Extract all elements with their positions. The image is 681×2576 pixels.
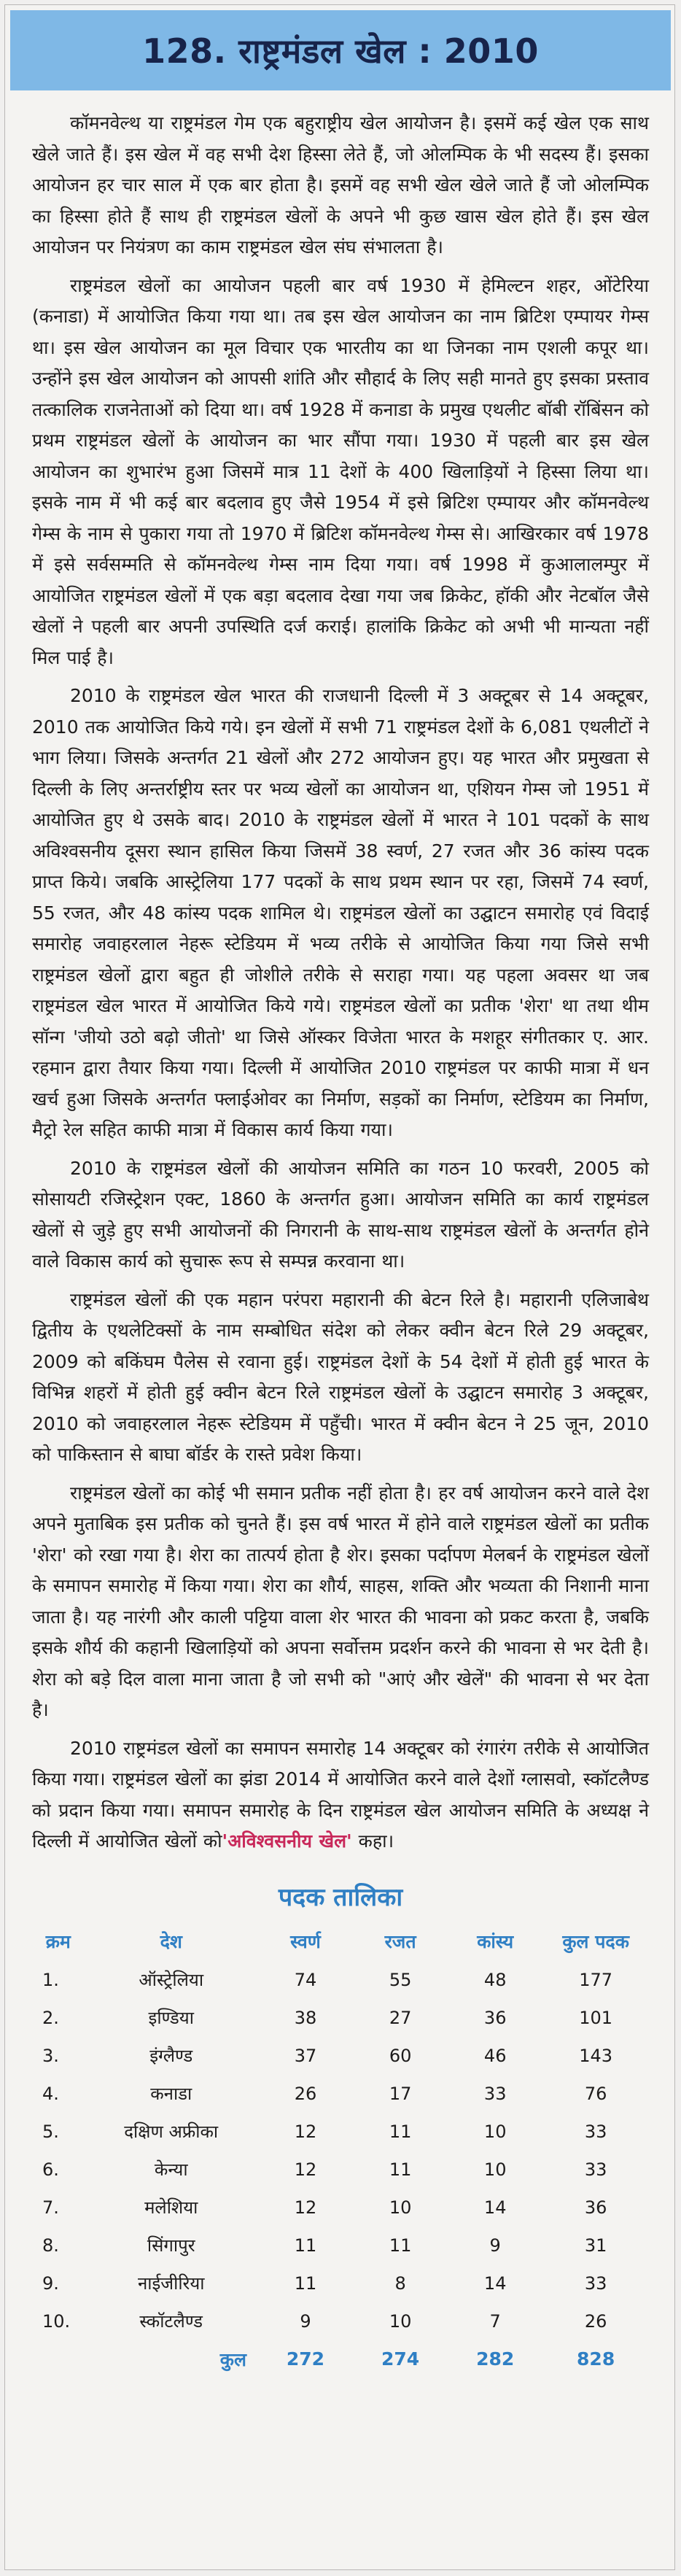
header-bronze: कांस्य (477, 1930, 514, 1952)
table-row (32, 2189, 649, 2227)
cell-rank: 7. (42, 2197, 59, 2218)
cell-silver: 8 (394, 2273, 406, 2294)
cell-bronze: 33 (483, 2083, 507, 2104)
table-row (32, 1961, 649, 1999)
cell-gold: 12 (294, 2197, 317, 2218)
cell-country: सिंगापुर (147, 2235, 195, 2256)
cell-total: 143 (579, 2045, 613, 2066)
cell-bronze: 7 (489, 2310, 501, 2332)
paragraph-organizing-committee: 2010 के राष्ट्रमंडल खेलों की आयोजन समिति का गठन 10 फरवरी, 2005 को सोसायटी रजिस्ट्रेशन एक्ट, 1860 के अन्तर्गत हुआ। आयोजन समिति का कार्य राष्ट्रमंडल खेलों से जुड़े हुए सभी आयोजनों की निगरानी के साथ-साथ राष्ट्रमंडल खेलों के अन्तर्गत होने वाले विकास कार्य को सुचारू रूप से सम्पन्न करवाना था। (32, 1157, 649, 1272)
cell-gold: 9 (300, 2310, 311, 2332)
cell-rank: 1. (42, 1969, 59, 1990)
table-row (32, 2227, 649, 2264)
cell-gold: 26 (294, 2083, 317, 2104)
total-label: कुल (219, 2348, 246, 2370)
cell-gold: 12 (294, 2159, 317, 2180)
cell-rank: 9. (42, 2273, 59, 2294)
paragraph-2010-games: 2010 के राष्ट्रमंडल खेल भारत की राजधानी दिल्ली में 3 अक्टूबर से 14 अक्टूबर, 2010 तक आयोजित किये गये। इन खेलों में सभी 71 राष्ट्रमंडल देशों के 6,081 एथलीटों ने भाग लिया। जिसके अन्तर्गत 21 खेलों और 272 आयोजन हुए। यह भारत और प्रमुखता से दिल्ली के लिए अन्तर्राष्ट्रीय स्तर पर भव्य खेलों का आयोजन था, एशियन गेम्स जो 1951 में आयोजित हुए थे उसके बाद। 2010 के राष्ट्रमंडल खेलों में भारत ने 101 पदकों के साथ अविश्वसनीय दूसरा स्थान हासिल किया जिसमें 38 स्वर्ण, 27 रजत और 36 कांस्य पदक प्राप्त किये। जबकि आस्ट्रेलिया 177 पदकों के साथ प्रथम स्थान पर रहा, जिसमें 74 स्वर्ण, 55 रजत, और 48 कांस्य पदक शामिल थे। राष्ट्रमंडल खेलों का उद्घाटन समारोह एवं विदाई समारोह जवाहरलाल नेहरू स्टेडियम में भव्य तरीके से आयोजित किया गया जिसे सभी राष्ट्रमंडल खेलों द्वारा बहुत ही जोशीले तरीके से सराहा गया। यह पहला अवसर था जब राष्ट्रमंडल खेल भारत में आयोजित किये गये। राष्ट्रमंडल खेलों का प्रतीक 'शेरा' था तथा थीम सॉन्ग 'जीयो उठो बढ़ो जीतो' था जिसे ऑस्कर विजेता भारत के मशहूर संगीतकार ए. आर. रहमान द्वारा तैयार किया गया। दिल्ली में आयोजित 2010 राष्ट्रमंडल पर काफी मात्रा में धन खर्च हुआ जिसके अन्तर्गत फ्लाईओवर का निर्माण, सड़कों का निर्माण, स्टेडियम का निर्माण, मैट्रो रेल सहित काफी मात्रा में विकास कार्य किया गया। (32, 685, 649, 1140)
cell-country: कनाडा (150, 2084, 192, 2104)
medal-table-title: पदक तालिका (278, 1882, 403, 1912)
article-content (32, 108, 649, 2378)
table-row (32, 2037, 649, 2075)
cell-bronze: 46 (483, 2045, 507, 2066)
cell-total: 76 (584, 2083, 607, 2104)
cell-total: 36 (584, 2197, 607, 2218)
closing-end: कहा। (358, 1830, 394, 1852)
paragraph-history: राष्ट्रमंडल खेलों का आयोजन पहली बार वर्ष 1930 में हेमिल्टन शहर, ओंटेरिया (कनाडा) में आयोजित किया गया था। तब इस खेल आयोजन का नाम ब्रिटिश एम्पायर गेम्स था। इस खेल आयोजन का मूल विचार एक भारतीय का था जिनका नाम एशली कपूर था। उन्होंने इस खेल आयोजन को आपसी शांति और सौहार्द के लिए सही मानते हुए इसका प्रस्ताव तत्कालिक राजनेताओं को दिया था। वर्ष 1928 में कनाडा के प्रमुख एथलीट बॉबी रॉबिंसन को प्रथम राष्ट्रमंडल खेलों के आयोजन का भार सौंपा गया। 1930 में पहली बार इस खेल आयोजन का शुभारंभ हुआ जिसमें मात्र 11 देशों के 400 खिलाड़ियों ने हिस्सा लिया था। इसके नाम में भी कई बार बदलाव हुए जैसे 1954 में इसे ब्रिटिश एम्पायर और कॉमनवेल्थ गेम्स के नाम से पुकारा गया तो 1970 में ब्रिटिश कॉमनवेल्थ गेम्स से। आखिरकार वर्ष 1978 में इसे सर्वसम्मति से कॉमनवेल्थ गेम्स नाम दिया गया। वर्ष 1998 में कुआलालम्पुर में आयोजित राष्ट्रमंडल खेलों में एक बड़ा बदलाव देखा गया जब क्रिकेट, हॉकी और नेटबॉल जैसे खेलों ने पहली बार अपनी उपस्थिति दर्ज कराई। हालांकि क्रिकेट को अभी भी मान्यता नहीं मिल पाई है। (32, 274, 649, 668)
cell-country: मलेशिया (144, 2197, 198, 2218)
cell-country: केन्या (154, 2159, 188, 2180)
cell-bronze: 9 (489, 2235, 501, 2256)
cell-total: 33 (584, 2159, 607, 2180)
title-bar (10, 10, 671, 90)
cell-silver: 17 (389, 2083, 412, 2104)
cell-rank: 3. (42, 2045, 59, 2066)
cell-country: इण्डिया (148, 2008, 194, 2028)
total-medals: 828 (577, 2348, 615, 2370)
paragraph-baton-relay: राष्ट्रमंडल खेलों की एक महान परंपरा महारानी की बेटन रिले है। महारानी एलिजाबेथ द्वितीय के एथलेटिक्सों के नाम सम्बोधित संदेश को लेकर क्वीन बेटन रिले 29 अक्टूबर, 2009 को बकिंघम पैलेस से रवाना हुई। राष्ट्रमंडल देशों के 54 देशों में होती हुई भारत के विभिन्न शहरों में होती हुई क्वीन बेटन रिले राष्ट्रमंडल खेलों के उद्घाटन समारोह 3 अक्टूबर, 2010 को जवाहरलाल नेहरू स्टेडियम में पहुँची। भारत में क्वीन बेटन ने 25 जून, 2010 को पाकिस्तान से बाघा बॉर्डर के रास्ते प्रवेश किया। (32, 1288, 649, 1465)
cell-bronze: 14 (483, 2197, 507, 2218)
cell-total: 33 (584, 2273, 607, 2294)
cell-silver: 11 (389, 2121, 412, 2142)
page-title: 128. राष्ट्रमंडल खेल : 2010 (142, 31, 539, 71)
table-row (32, 2264, 649, 2302)
medal-table-total-row (32, 2340, 649, 2378)
cell-gold: 37 (294, 2045, 317, 2066)
cell-silver: 27 (389, 2007, 412, 2028)
cell-total: 101 (579, 2007, 613, 2028)
cell-gold: 12 (294, 2121, 317, 2142)
paragraph-intro: कॉमनवेल्थ या राष्ट्रमंडल गेम एक बहुराष्ट्रीय खेल आयोजन है। इसमें कई खेल एक साथ खेले जाते हैं। इस खेल में वह सभी देश हिस्सा लेते हैं, जो ओलम्पिक के भी सदस्य हैं। इसका आयोजन हर चार साल में एक बार होता है। इसमें वह सभी खेल खेले जाते हैं जो ओलम्पिक का हिस्सा होते हैं साथ ही राष्ट्रमंडल खेलों के अपने भी कुछ खास खेल होते हैं। इस खेल आयोजन पर नियंत्रण का काम राष्ट्रमंडल खेल संघ संभालता है। (32, 112, 649, 258)
cell-bronze: 48 (483, 1969, 507, 1990)
cell-silver: 10 (389, 2310, 412, 2332)
cell-rank: 2. (42, 2007, 59, 2028)
cell-total: 31 (584, 2235, 607, 2256)
cell-country: दक्षिण अफ्रीका (124, 2121, 219, 2142)
cell-rank: 4. (42, 2083, 59, 2104)
table-row (32, 2113, 649, 2151)
cell-gold: 11 (294, 2235, 317, 2256)
cell-total: 33 (584, 2121, 607, 2142)
total-gold: 272 (286, 2348, 325, 2370)
medal-table-header-row (32, 1922, 649, 1961)
total-silver: 274 (381, 2348, 420, 2370)
cell-bronze: 36 (483, 2007, 507, 2028)
cell-gold: 38 (294, 2007, 317, 2028)
paragraph-closing (32, 1733, 649, 1857)
header-country: देश (160, 1930, 182, 1952)
header-rank: क्रम (45, 1930, 71, 1952)
table-row (32, 1999, 649, 2037)
cell-country: ऑस्ट्रेलिया (139, 1970, 204, 1990)
closing-highlight: 'अविश्वसनीय खेल' (222, 1830, 352, 1852)
cell-total: 26 (584, 2310, 607, 2332)
paragraph-mascot: राष्ट्रमंडल खेलों का कोई भी समान प्रतीक नहीं होता है। हर वर्ष आयोजन करने वाले देश अपने मुताबिक इस प्रतीक को चुनते हैं। इस वर्ष भारत में होने वाले राष्ट्रमंडल खेलों का प्रतीक 'शेरा' को रखा गया है। शेरा का तात्पर्य होता है शेर। इसका पर्दापण मेलबर्न के राष्ट्रमंडल खेलों के समापन समारोह में किया गया। शेरा का शौर्य, साहस, शक्ति और भव्यता की निशानी माना जाता है। यह नारंगी और काली पट्टिया वाला शेर भारत की भावना को प्रकट करता है, जबकि इसके शौर्य की कहानी खिलाड़ियों को अपना सर्वोत्तम प्रदर्शन करने की भावना से भर देती है। शेरा को बड़े दिल वाला माना जाता है जो सभी को "आएं और खेलें" की भावना से भर देता है। (32, 1482, 649, 1720)
table-row (32, 2151, 649, 2189)
cell-rank: 6. (42, 2159, 59, 2180)
cell-total: 177 (579, 1969, 613, 1990)
header-total: कुल पदक (562, 1930, 629, 1952)
closing-text: 2010 राष्ट्रमंडल खेलों का समापन समारोह 14 अक्टूबर को रंगारंग तरीके से आयोजित किया गया। राष्ट्रमंडल खेलों का झंडा 2014 में आयोजित करने वाले देशों ग्लासवो, स्कॉटलैण्ड को प्रदान किया गया। समापन समारोह के दिन राष्ट्रमंडल खेल आयोजन समिति के अध्यक्ष ने दिल्ली में आयोजित खेलों को (32, 1737, 649, 1852)
cell-silver: 10 (389, 2197, 412, 2218)
cell-rank: 8. (42, 2235, 59, 2256)
cell-bronze: 10 (483, 2159, 507, 2180)
cell-country: स्कॉटलैण्ड (139, 2311, 203, 2332)
cell-gold: 11 (294, 2273, 317, 2294)
cell-silver: 11 (389, 2235, 412, 2256)
cell-country: नाईजीरिया (137, 2273, 205, 2294)
cell-silver: 11 (389, 2159, 412, 2180)
cell-country: इंग्लैण्ड (149, 2046, 193, 2066)
table-row (32, 2302, 649, 2340)
cell-bronze: 14 (483, 2273, 507, 2294)
cell-silver: 55 (389, 1969, 412, 1990)
header-silver: रजत (384, 1930, 416, 1952)
cell-rank: 10. (42, 2310, 71, 2332)
cell-silver: 60 (389, 2045, 412, 2066)
header-gold: स्वर्ण (290, 1930, 321, 1952)
table-row (32, 2075, 649, 2113)
cell-bronze: 10 (483, 2121, 507, 2142)
medal-table (32, 1922, 649, 2378)
cell-gold: 74 (294, 1969, 317, 1990)
cell-rank: 5. (42, 2121, 59, 2142)
total-bronze: 282 (476, 2348, 515, 2370)
